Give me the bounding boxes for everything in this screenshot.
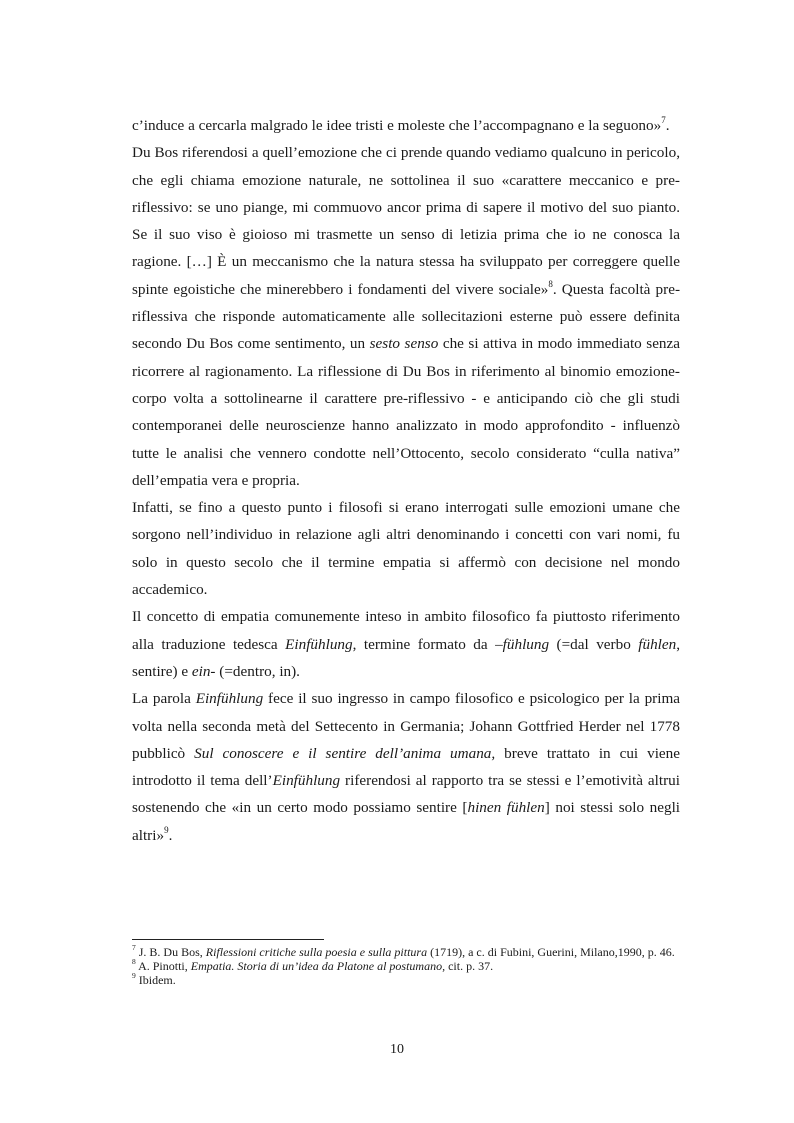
text-span: A. Pinotti,	[135, 959, 191, 974]
footnote-separator	[132, 939, 324, 940]
text-span: .	[168, 826, 173, 844]
text-span: breve trattato in cui viene introdotto il tema dell’	[132, 744, 681, 790]
text-span: Ibidem.	[135, 973, 176, 988]
italic-text: Einfühlung	[195, 690, 264, 708]
page-number: 10	[390, 1042, 404, 1057]
footnote-marker: 9	[132, 971, 136, 981]
text-span: , sentire) e	[132, 635, 681, 680]
text-span: (=dal verbo	[549, 635, 639, 653]
italic-text: Empatia. Storia di un’idea da Platone al postumano,	[190, 959, 446, 974]
footnote-marker: 9	[164, 824, 169, 835]
italic-text: Sul conoscere e il sentire dell’anima umana,	[194, 744, 496, 762]
text-span: riferendosi al rapporto tra se stessi e l’emotività altrui sostenendo che «in un certo modo possiamo sentire [	[132, 772, 680, 817]
paragraph-p5	[132, 685, 680, 849]
paragraph-p1	[132, 112, 680, 139]
text-span: (1719), a c. di Fubini, Guerini, Milano,1990, p. 46.	[427, 945, 675, 959]
text-span: ] noi stessi solo negli altri»	[132, 799, 681, 844]
text-span: La parola	[132, 690, 196, 708]
italic-text: –fühlung	[495, 635, 550, 653]
text-span: Du Bos riferendosi a quell’emozione che ci prende quando vediamo qualcuno in pericolo, che egli chiama emozione naturale, ne sottolinea il suo «carattere meccanico e pre-riflessivo: se uno piange, mi commuovo ancor prima di sapere il motivo del suo pianto. Se il suo viso è gioioso mi trasmette un senso di letizia prima che io ne conosca la ragione. […] È un meccanismo che la natura stessa ha sviluppato per correggere quelle spinte egoistiche che minerebbero i fondamenti del vivere sociale»	[132, 144, 680, 298]
footnote-marker: 8	[132, 957, 136, 967]
text-span: Infatti, se fino a questo punto i filosofi si erano interrogati sulle emozioni umane che sorgono nell’individuo in relazione agli altri denominando i concetti con vari nomi, fu solo in questo secolo che il termine empatia si affermò con decisione nel mondo accademico.	[132, 499, 680, 599]
footnote-marker: 7	[661, 114, 666, 125]
italic-text: hinen fühlen	[467, 799, 545, 817]
text-span: cit. p. 37.	[445, 959, 494, 974]
italic-text: fühlen	[638, 635, 677, 653]
text-span: , termine formato da	[352, 635, 496, 653]
footnote-fn7	[132, 945, 680, 959]
text-span: . Questa facoltà pre-riflessiva che risponde automaticamente alle sollecitazioni esterne può essere definita secondo Du Bos come sentimento, un	[132, 280, 681, 353]
footnote-marker: 8	[548, 278, 553, 289]
italic-text: Riflessioni critiche sulla poesia e sulla pittura	[205, 945, 428, 959]
text-span: Il concetto di empatia comunemente inteso in ambito filosofico fa piuttosto riferimento alla traduzione tedesca	[132, 608, 680, 653]
italic-text: sesto senso	[369, 335, 439, 353]
paragraph-p3	[132, 494, 680, 603]
body-text	[132, 112, 680, 849]
text-span: fece il suo ingresso in campo filosofico e psicologico per la prima volta nella seconda metà del Settecento in Germania; Johann Gottfried Herder nel 1778 pubblicò	[132, 690, 680, 762]
text-span: che si attiva in modo immediato senza ricorrere al ragionamento. La riflessione di Du Bos in riferimento al binomio emozione-corpo volta a sottolinearne il carattere pre-riflessivo - e anticipando ciò che gli studi contemporanei delle neuroscienze hanno analizzato in modo approfondito - influenzò tutte le analisi che vennero condotte nell’Ottocento, secolo considerato “culla nativa” dell’empatia vera e propria.	[132, 335, 681, 489]
paragraph-p2	[132, 139, 680, 494]
footnotes	[132, 945, 680, 988]
paragraph-p4	[132, 603, 680, 685]
text-span: (=dentro, in).	[215, 662, 300, 680]
italic-text: Einfühlung	[272, 772, 341, 790]
italic-text: Einfühlung	[285, 635, 353, 653]
footnote-fn8	[132, 959, 680, 973]
footnote-marker: 7	[132, 943, 136, 952]
text-span: .	[665, 117, 670, 134]
text-span: J. B. Du Bos,	[135, 945, 206, 959]
italic-text: ein-	[191, 662, 216, 680]
footnote-fn9	[132, 973, 680, 987]
text-span: c’induce a cercarla malgrado le idee tristi e moleste che l’accompagnano e la seguono»	[132, 117, 662, 134]
